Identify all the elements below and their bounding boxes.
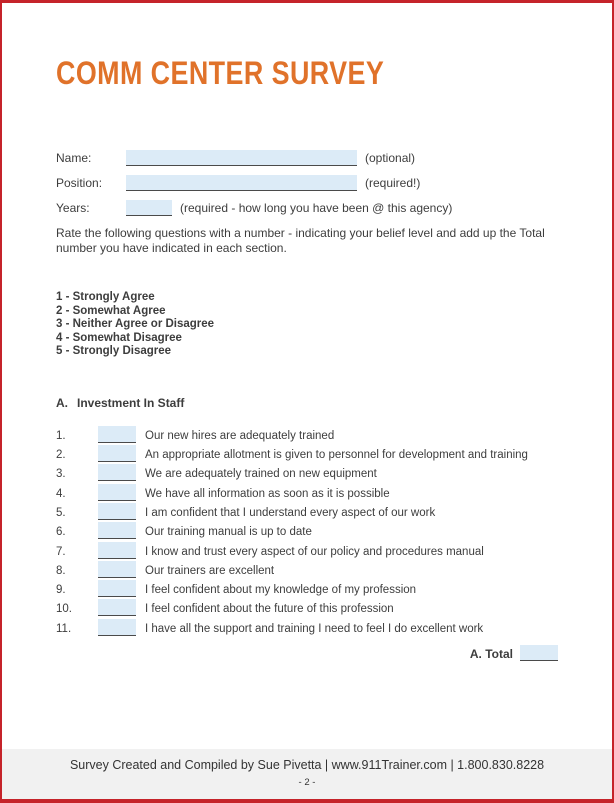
name-input[interactable] [126, 150, 357, 166]
survey-item-1 [56, 424, 580, 443]
years-note: (required - how long you have been @ this agency) [180, 201, 453, 215]
item-number: 1. [56, 429, 66, 442]
item-1-answer-input[interactable] [98, 426, 136, 443]
position-input[interactable] [126, 175, 357, 191]
survey-item-8 [56, 559, 580, 578]
page-title: COMM CENTER SURVEY [56, 55, 385, 91]
rating-scale-legend [56, 291, 580, 359]
item-statement: I feel confident about the future of this profession [145, 603, 394, 616]
survey-item-6 [56, 520, 580, 539]
survey-item-11 [56, 616, 580, 635]
section-a-total-row [56, 645, 558, 661]
item-11-answer-input[interactable] [98, 619, 136, 636]
item-number: 4. [56, 487, 66, 500]
position-note: (required!) [365, 176, 421, 190]
item-3-answer-input[interactable] [98, 464, 136, 481]
item-number: 8. [56, 564, 66, 577]
item-number: 6. [56, 526, 66, 539]
survey-item-3 [56, 462, 580, 481]
name-note: (optional) [365, 151, 416, 165]
item-5-answer-input[interactable] [98, 503, 136, 520]
item-statement: An appropriate allotment is given to personnel for development and training [145, 449, 528, 462]
item-statement: Our training manual is up to date [145, 526, 312, 539]
item-number: 7. [56, 545, 66, 558]
item-9-answer-input[interactable] [98, 580, 136, 597]
survey-item-5 [56, 501, 580, 520]
item-10-answer-input[interactable] [98, 599, 136, 616]
item-number: 2. [56, 449, 66, 462]
item-statement: We are adequately trained on new equipment [145, 468, 377, 481]
survey-item-7 [56, 539, 580, 558]
instructions-text: Rate the following questions with a number - indicating your belief level and add up the Total number you have indicated in each section. [56, 226, 545, 255]
item-7-answer-input[interactable] [98, 542, 136, 559]
years-label: Years: [56, 201, 90, 215]
position-label: Position: [56, 176, 103, 190]
years-input[interactable] [126, 200, 172, 216]
survey-item-10 [56, 597, 580, 616]
item-8-answer-input[interactable] [98, 561, 136, 578]
page-footer [2, 749, 612, 799]
section-a-total-label: A. Total [469, 646, 513, 661]
item-statement: I feel confident about my knowledge of my profession [145, 584, 417, 597]
section-a-items [56, 424, 580, 636]
item-statement: We have all information as soon as it is possible [145, 487, 390, 500]
page-number: - 2 - [298, 777, 316, 788]
survey-item-2 [56, 443, 580, 462]
scale-option-2: 2 - Somewhat Agree [56, 304, 166, 317]
item-number: 9. [56, 584, 66, 597]
item-6-answer-input[interactable] [98, 522, 136, 539]
item-statement: Our trainers are excellent [145, 564, 275, 577]
item-statement: I have all the support and training I need to feel I do excellent work [145, 622, 484, 635]
page-content [2, 3, 612, 661]
item-statement: I know and trust every aspect of our policy and procedures manual [145, 545, 484, 558]
scale-option-3: 3 - Neither Agree or Disagree [56, 318, 215, 330]
item-2-answer-input[interactable] [98, 445, 136, 462]
years-field-row [56, 191, 580, 216]
footer-credit-text: Survey Created and Compiled by Sue Pivetta | www.911Trainer.com | 1.800.830.8228 [69, 758, 545, 772]
scale-option-1: 1 - Strongly Agree [56, 291, 155, 303]
name-label: Name: [56, 151, 92, 165]
item-number: 10. [56, 603, 72, 616]
section-a-title: Investment In Staff [77, 395, 185, 410]
item-number: 11. [56, 622, 72, 635]
position-field-row [56, 166, 580, 191]
item-statement: Our new hires are adequately trained [145, 429, 335, 442]
survey-item-4 [56, 481, 580, 500]
item-number: 3. [56, 468, 66, 481]
section-a-heading [56, 396, 580, 410]
item-number: 5. [56, 506, 66, 519]
section-a-letter: A. [56, 395, 68, 410]
scale-option-4: 4 - Somewhat Disagree [56, 331, 182, 344]
survey-item-9 [56, 578, 580, 597]
section-a-total-input[interactable] [520, 645, 558, 661]
name-field-row [56, 141, 580, 166]
item-4-answer-input[interactable] [98, 484, 136, 501]
header-fields [56, 141, 580, 216]
item-statement: I am confident that I understand every aspect of our work [145, 506, 436, 519]
scale-option-5: 5 - Strongly Disagree [56, 345, 172, 357]
